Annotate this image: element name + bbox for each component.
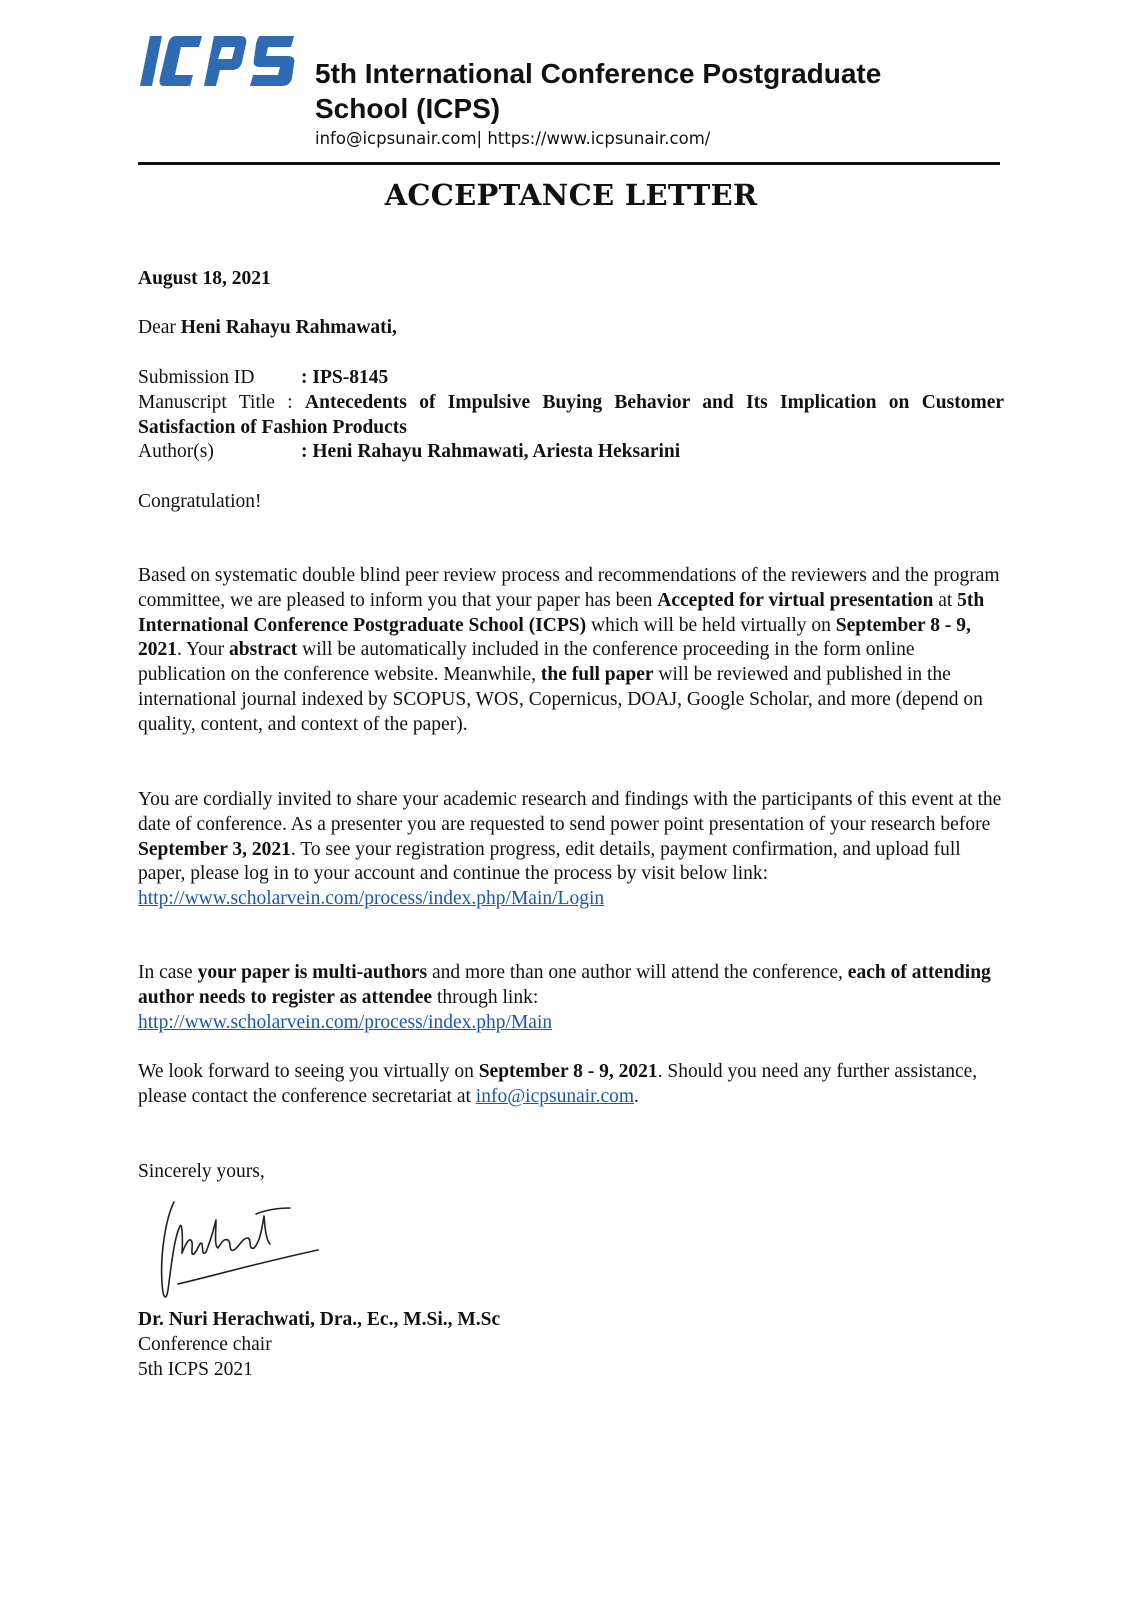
acceptance-paragraph	[138, 564, 1004, 738]
login-link[interactable]: http://www.scholarvein.com/process/index.php/Main/Login	[138, 888, 605, 910]
presentation-paragraph	[138, 788, 1004, 912]
p1-bold-accepted: Accepted for virtual presentation	[657, 589, 934, 611]
p3-bold-register: each of attending author needs to register as attendee	[138, 962, 991, 1008]
submission-details	[138, 366, 1004, 465]
greeting	[138, 316, 1004, 341]
header-divider	[138, 162, 1000, 165]
p4-text-2: . Should you need any further assistance, please contact the conference secretariat at	[138, 1061, 978, 1107]
p2-bold-deadline: September 3, 2021	[138, 838, 291, 860]
authors-label: Author(s)	[138, 441, 214, 463]
submission-id-row	[138, 366, 1004, 391]
multi-author-paragraph	[138, 961, 1004, 1035]
letter-title: ACCEPTANCE LETTER	[384, 178, 758, 212]
recipient-name: Heni Rahayu Rahmawati,	[180, 317, 397, 338]
conference-name-line-1: 5th International Conference Postgraduate	[315, 58, 882, 89]
p1-text-4: . Your	[177, 639, 230, 661]
p4-text-3: .	[634, 1085, 639, 1107]
p1-text-2: at	[933, 589, 958, 611]
contact-line: info@icpsunair.com| https://www.icpsunair.com/	[315, 129, 711, 148]
submission-id-value: : IPS-8145	[301, 367, 389, 388]
conference-name	[315, 56, 1015, 126]
signer-block	[138, 1308, 1004, 1382]
p1-bold-abstract: abstract	[229, 639, 298, 661]
signer-name: Dr. Nuri Herachwati, Dra., Ec., M.Si., M.Sc	[138, 1309, 501, 1330]
p3-text-2: and more than one author will attend the conference,	[427, 962, 848, 983]
conference-name-line-2: School (ICPS)	[315, 93, 501, 124]
manuscript-title-value: Antecedents of Impulsive Buying Behavior and Its Implication on Customer Satisfaction of Fashion Products	[138, 391, 1005, 438]
authors-row	[138, 440, 1004, 465]
p3-text-3: through link:	[432, 986, 539, 1008]
p1-text-6: will be reviewed and published in the international journal indexed by SCOPUS, WOS, Copernicus, DOAJ, Google Scholar, and more (depend on quality, content, and context of the paper).	[138, 664, 983, 735]
icps-logo	[136, 30, 302, 92]
sincerely-yours: Sincerely yours,	[138, 1161, 265, 1182]
congratulation-text: Congratulation!	[138, 491, 262, 512]
p2-text-1: You are cordially invited to share your academic research and findings with the participants of this event at the date of conference. As a presenter you are requested to send power point presentation of your research before	[138, 789, 1002, 835]
manuscript-title-label: Manuscript Title	[138, 391, 275, 413]
authors-value: : Heni Rahayu Rahmawati, Ariesta Heksarini	[301, 441, 681, 463]
p4-text-1: We look forward to seeing you virtually on	[138, 1061, 479, 1082]
p1-text-5: will be automatically included in the conference proceeding in the form online publication on the conference website. Meanwhile,	[138, 639, 915, 686]
secretariat-email-link[interactable]: info@icpsunair.com	[475, 1085, 635, 1107]
signature-image	[152, 1198, 322, 1308]
p3-bold-multi-authors: your paper is multi-authors	[197, 962, 428, 983]
signer-role: Conference chair	[138, 1333, 272, 1355]
signer-event: 5th ICPS 2021	[138, 1358, 253, 1380]
manuscript-title-colon: :	[287, 391, 306, 413]
p1-bold-full-paper: the full paper	[540, 664, 654, 686]
greeting-prefix: Dear	[138, 317, 181, 338]
p4-bold-dates: September 8 - 9, 2021	[478, 1061, 658, 1082]
p1-bold-dates: September 8 - 9, 2021	[138, 614, 971, 661]
closing-paragraph	[138, 1060, 1004, 1110]
p1-text-3: which will be held virtually on	[586, 614, 836, 636]
register-link[interactable]: http://www.scholarvein.com/process/index.php/Main	[138, 1011, 553, 1033]
p1-bold-conference: 5th International Conference Postgraduate School (ICPS)	[138, 589, 985, 636]
submission-id-label: Submission ID	[138, 367, 255, 388]
p2-text-2: . To see your registration progress, edit details, payment confirmation, and upload full paper, please log in to your account and continue the process by visit below link:	[138, 838, 961, 885]
letter-date: August 18, 2021	[138, 268, 271, 289]
p3-text-1: In case	[138, 962, 198, 983]
p1-text-1: Based on systematic double blind peer review process and recommendations of the reviewers and the program committee, we are pleased to inform you that your paper has been	[138, 565, 1000, 611]
manuscript-title-row	[138, 391, 1004, 441]
